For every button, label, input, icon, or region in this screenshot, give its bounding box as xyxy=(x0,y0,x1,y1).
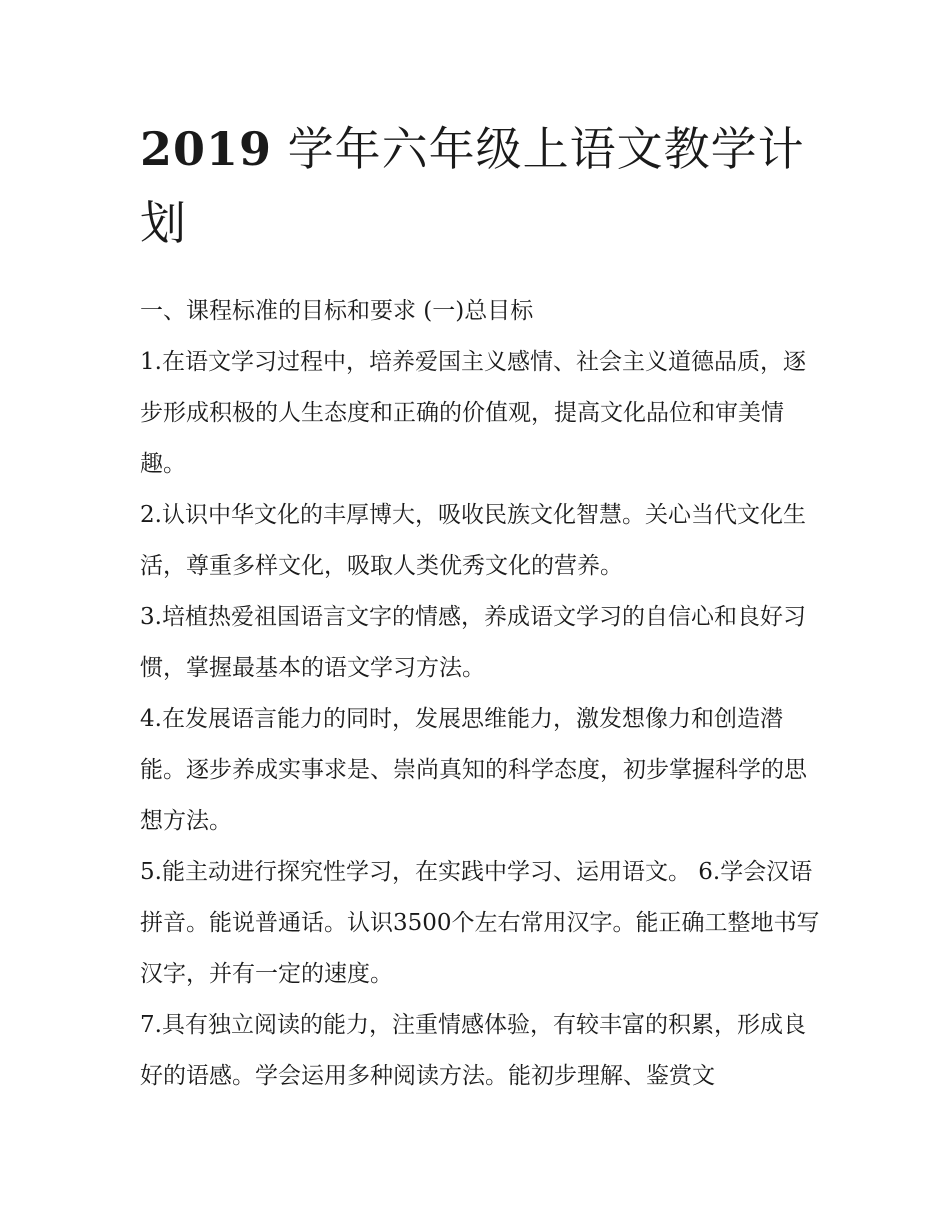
document-page xyxy=(140,112,820,1102)
document-title-text: 学年六年级上语文教学计划 xyxy=(140,122,805,250)
section-heading: 一、课程标准的目标和要求 (一)总目标 xyxy=(140,298,534,324)
paragraph: 2.认识中华文化的丰厚博大，吸收民族文化智慧。关心当代文化生活，尊重多样文化，吸取人类优秀文化的营养。 xyxy=(140,502,806,579)
paragraph: 1.在语文学习过程中，培养爱国主义感情、社会主义道德品质，逐步形成积极的人生态度和正确的价值观，提高文化品位和审美情趣。 xyxy=(140,349,806,477)
document-title-year: 2019 xyxy=(140,122,273,176)
paragraph: 4.在发展语言能力的同时，发展思维能力，激发想像力和创造潜能。逐步养成实事求是、崇尚真知的科学态度，初步掌握科学的思想方法。 xyxy=(140,706,807,834)
paragraph: 7.具有独立阅读的能力，注重情感体验，有较丰富的积累，形成良好的语感。学会运用多种阅读方法。能初步理解、鉴赏文 xyxy=(140,1012,806,1089)
paragraph: 5.能主动进行探究性学习，在实践中学习、运用语文。 6.学会汉语拼音。能说普通话。认识3500个左右常用汉字。能正确工整地书写汉字，并有一定的速度。 xyxy=(140,859,820,987)
paragraph: 3.培植热爱祖国语言文字的情感，养成语文学习的自信心和良好习惯，掌握最基本的语文学习方法。 xyxy=(140,604,806,681)
document-body xyxy=(140,286,820,1102)
document-title xyxy=(140,112,820,260)
